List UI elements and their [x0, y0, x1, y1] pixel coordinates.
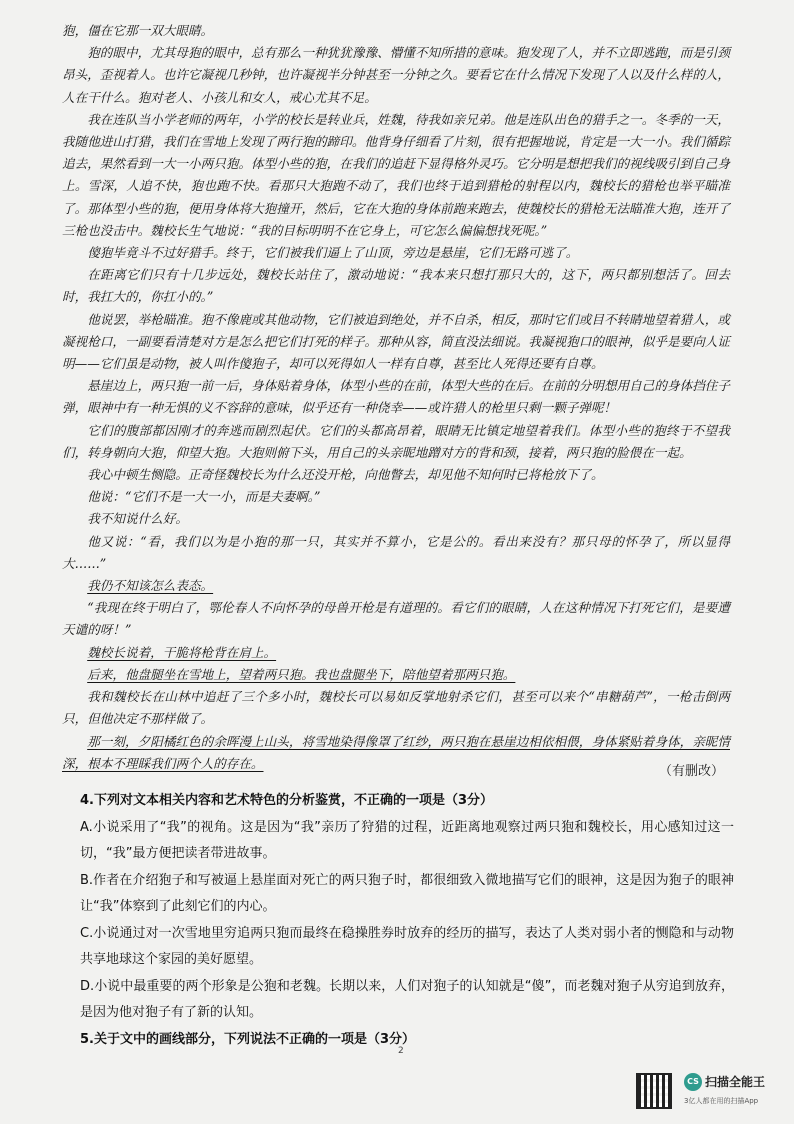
article-paragraph: 那一刻，夕阳橘红色的余晖漫上山头，将雪地染得像罩了红纱，两只狍在悬崖边相依相偎，身体紧贴着身体，亲昵情深，根本不理睬我们两个人的存在。 [62, 733, 730, 771]
page-number: 2 [398, 1046, 404, 1056]
answer-option: A.小说采用了“我”的视角。这是因为“我”亲历了狩猎的过程，近距离地观察过两只狍和魏校长，用心感知过这一切，“我”最方便把读者带进故事。 [80, 819, 734, 861]
answer-option: B.作者在介绍狍子和写被逼上悬崖面对死亡的两只狍子时，都很细致入微地描写它们的眼神，这是因为狍子的眼神让“我”体察到了此刻它们的内心。 [80, 872, 734, 914]
watermark-subtitle: 3亿人都在用的扫描App [684, 1097, 759, 1105]
answer-option: D.小说中最重要的两个形象是公狍和老魏。长期以来，人们对狍子的认知就是“傻”，而老魏对狍子从穷追到放弃，是因为他对狍子有了新的认知。 [80, 978, 734, 1020]
article-paragraph: 狍的眼中，尤其母狍的眼中，总有那么一种犹犹豫豫、懵懂不知所措的意味。狍发现了人，并不立即逃跑，而是引颈昂头，歪视着人。也许它凝视几秒钟，也许凝视半分钟甚至一分钟之久。要看它在什么情况下发现了人以及什么样的人，人在干什么。狍对老人、小孩儿和女人，戒心尤其不足。 [62, 45, 730, 105]
article-paragraph: “我现在终于明白了，鄂伦春人不向怀孕的母兽开枪是有道理的。看它们的眼睛，人在这种情况下打死它们，是要遭天谴的呀！” [62, 600, 730, 638]
article-paragraph: 我和魏校长在山林中追赶了三个多小时，魏校长可以易如反掌地射杀它们，甚至可以来个“串糖葫芦”，一枪击倒两只，但他决定不那样做了。 [62, 689, 730, 727]
article-paragraph: 他说罢，举枪瞄准。狍不像鹿或其他动物，它们被追到绝处，并不自杀，相反，那时它们或目不转睛地望着猎人，或凝视枪口，一副要看清楚对方是怎么把它们打死的样子。那种从容，简直没法细说。我凝视狍口的眼神，似乎是要向人证明——它们虽是动物，被人叫作傻狍子，却可以死得如人一样有自尊，甚至比人死得还要有自尊。 [62, 311, 730, 372]
article-paragraph: 后来，他盘腿坐在雪地上，望着两只狍。我也盘腿坐下，陪他望着那两只狍。 [87, 666, 516, 682]
article-paragraph: 它们的腹部都因刚才的奔逃而剧烈起伏。它们的头都高昂着，眼睛无比镇定地望着我们。体型小些的狍终于不望我们，转身朝向大狍，仰望大狍。大狍则俯下头，用自己的头亲昵地蹭对方的背和颈，接着，两只狍的脸偎在一起。 [62, 422, 730, 460]
question-section [80, 788, 734, 1053]
article-paragraph: 我心中顿生恻隐。正奇怪魏校长为什么还没开枪，向他瞥去，却见他不知何时已将枪放下了。 [87, 467, 604, 483]
question-stem: 4.下列对文本相关内容和艺术特色的分析鉴赏，不正确的一项是（3分） [80, 793, 494, 808]
article-paragraph: 狍，僵在它那一双大眼睛。 [62, 23, 214, 38]
qr-code-icon [636, 1073, 672, 1109]
article-paragraph: 我在连队当小学老师的两年，小学的校长是转业兵，姓魏，待我如亲兄弟。他是连队出色的猎手之一。冬季的一天，我随他进山打猎，我们在雪地上发现了两行狍的蹄印。他背身仔细看了片刻，很有把握地说，肯定是一大一小。我们循踪追去，果然看到一大一小两只狍。体型小些的狍，在我们的追赶下显得格外灵巧。它分明是想把我们的视线吸引到自己身上。雪深，人追不快，狍也跑不快。看那只大狍跑不动了，我们也终于追到猎枪的射程以内，魏校长的猎枪也举平瞄准了。那体型小些的狍，便用身体将大狍撞开，然后，它在大狍的身体前跑来跑去，使魏校长的猎枪无法瞄准大狍，连开了三枪也没击中。魏校长生气地说：“我的目标明明不在它身上，可它怎么偏偏想找死呢。” [62, 111, 730, 238]
question-stem: 5.关于文中的画线部分，下列说法不正确的一项是（3分） [80, 1031, 416, 1047]
article-body [62, 20, 730, 775]
article-paragraph: 傻狍毕竟斗不过好猎手。终于，它们被我们逼上了山顶，旁边是悬崖，它们无路可逃了。 [87, 245, 579, 261]
answer-option: C.小说通过对一次雪地里穷追两只狍而最终在稳操胜券时放弃的经历的描写，表达了人类对弱小者的恻隐和与动物共享地球这个家园的美好愿望。 [80, 925, 734, 967]
article-paragraph: 魏校长说着，干脆将枪背在肩上。 [87, 644, 277, 660]
article-paragraph: 悬崖边上，两只狍一前一后，身体贴着身体，体型小些的在前，体型大些的在后。在前的分明想用自己的身体挡住子弹，眼神中有一种无惧的义不容辞的意味，似乎还有一种侥幸——或许猎人的枪里只剩一颗子弹呢！ [62, 378, 730, 416]
article-paragraph: 我不知说什么好。 [87, 511, 188, 527]
article-paragraph: 他又说：“看，我们以为是小狍的那一只，其实并不算小，它是公的。看出来没有？那只母的怀孕了，所以显得大……” [62, 533, 730, 571]
source-credit: （有删改） [658, 764, 724, 779]
camscanner-logo-icon: CS [684, 1073, 702, 1091]
article-paragraph: 他说：“它们不是一大一小，而是夫妻啊。” [87, 489, 321, 505]
watermark-app-name: 扫描全能王 [705, 1075, 766, 1089]
article-paragraph: 在距离它们只有十几步远处，魏校长站住了，激动地说：“我本来只想打那只大的，这下，两只都别想活了。回去时，我扛大的，你扛小的。” [62, 267, 730, 305]
article-paragraph: 我仍不知该怎么表态。 [87, 578, 214, 594]
